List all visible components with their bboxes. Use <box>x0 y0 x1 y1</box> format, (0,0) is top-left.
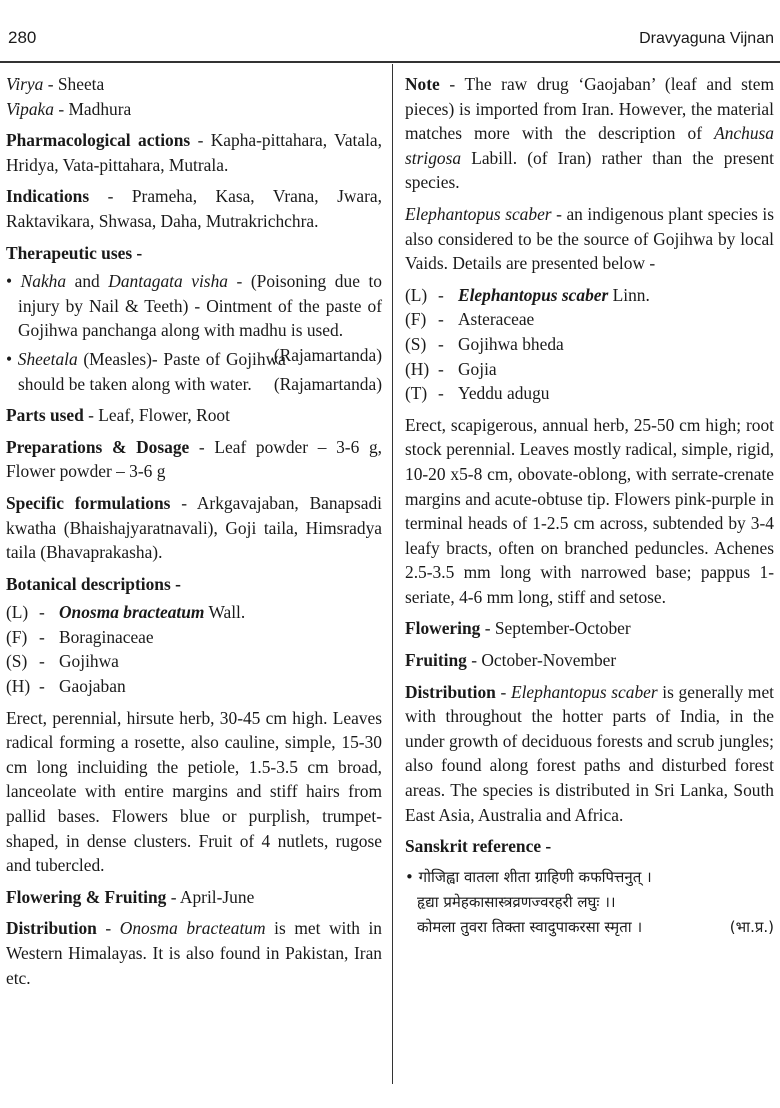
botanical-row: (S) - Gojihwa <box>6 651 119 672</box>
verse-line: • गोजिह्वा वातला शीता ग्राहिणी कफपित्तनुत् । <box>405 867 652 886</box>
source-citation: (Rajamartanda) <box>273 344 382 365</box>
verse-line: कोमला तुवरा तिक्ता स्वादुपाकरसा स्मृता । (भा.प्र.) <box>405 915 774 940</box>
therapeutic-use-item: • Nakha and Dantagata visha - (Poisoning due to injury by Nail & Teeth) - Ointment of the paste of Gojihwa panchanga along with madhu is used. (Rajamartanda) <box>6 269 382 343</box>
verse-line: हृद्या प्रमेहकासास्त्रव्रणज्वरहरी लघुः ।। <box>417 892 616 911</box>
distribution: Distribution - Elephantopus scaber is generally met with throughout the hotter parts of India, in the under growth of deciduous forests and scrub jungles; also found along forest paths and disturbed forest areas. The species is distributed in Sri Lanka, South East Asia, Australia and Africa. <box>405 681 774 825</box>
synonym-row: (T) - Yeddu adugu <box>405 383 550 404</box>
synonym-row: (L) - Elephantopus scaber Linn. <box>405 284 650 305</box>
virya-line: Virya - Sheeta <box>6 74 105 94</box>
preparations-dosage: Preparations & Dosage - Leaf powder – 3-6 g, Flower powder – 3-6 g <box>6 436 382 482</box>
synonym-row: (F) - Asteraceae <box>405 309 535 330</box>
parts-used: Parts used - Leaf, Flower, Root <box>6 405 230 426</box>
distribution: Distribution - Onosma bracteatum is met with in Western Himalayas. It is also found in Pakistan, Iran etc. <box>6 918 382 988</box>
column-divider <box>392 64 393 1084</box>
specific-formulations: Specific formulations - Arkgavajaban, Banapsadi kwatha (Bhaishajyaratnavali), Goji taila, Himsradya taila (Bhavaprakasha). <box>6 492 383 563</box>
fruiting: Fruiting - October-November <box>405 650 617 671</box>
synonym-list <box>405 283 774 406</box>
flowering-fruiting: Flowering & Fruiting - April-June <box>6 886 255 907</box>
botanical-list <box>6 600 382 698</box>
botanical-row: (L) - Onosma bracteatum Wall. <box>6 602 246 623</box>
pharmacological-actions: Pharmacological actions - Kapha-pittahara, Vatala, Hridya, Vata-pittahara, Mutrala. <box>6 130 382 175</box>
right-column <box>405 72 774 940</box>
botanical-heading: Botanical descriptions - <box>6 573 181 594</box>
elephantopus-intro: Elephantopus scaber - an indigenous plant species is also considered to be the source of Gojihwa by local Vaids. Details are presented below - <box>405 203 774 274</box>
therapeutic-use-item: • Sheetala (Measles)- Paste of Gojihwa should be taken along with water. (Rajamartanda) <box>6 347 382 396</box>
page-number: 280 <box>8 28 37 47</box>
synonym-row: (H) - Gojia <box>405 358 497 379</box>
indications: Indications - Prameha, Kasa, Vrana, Jwara, Raktavikara, Shwasa, Daha, Mutrakrichchra. <box>6 186 382 231</box>
synonym-row: (S) - Gojihwa bheda <box>405 333 564 354</box>
vipaka-line: Vipaka - Madhura <box>6 98 132 119</box>
botanical-row: (H) - Gaojaban <box>6 676 126 697</box>
botanical-row: (F) - Boraginaceae <box>6 626 154 647</box>
source-citation: (Rajamartanda) <box>273 373 382 394</box>
sanskrit-heading: Sanskrit reference - <box>405 836 552 857</box>
sanskrit-verse <box>405 865 774 940</box>
page-header <box>0 28 780 56</box>
running-head: Dravyaguna Vijnan <box>639 30 774 47</box>
plant-description: Erect, perennial, hirsute herb, 30-45 cm high. Leaves radical forming a rosette, also cauline, simple, 15-30 cm long incluiding the petiole, 1.5-3.5 cm broad, lanceolate with entire margins and stiff hairs from pallid bases. Flowers blue or purplish, trumpet-shaped, in dense clusters. Fruit of 4 nutlets, rugose and tubercled. <box>6 707 382 876</box>
left-column <box>6 72 382 997</box>
header-rule <box>0 61 780 63</box>
therapeutic-uses-heading: Therapeutic uses - <box>6 242 143 263</box>
note-paragraph: Note - The raw drug ‘Gaojaban’ (leaf and stem pieces) is imported from Iran. However, the material matches more with the description of Anchusa strigosa Labill. (of Iran) rather than the present species. <box>405 74 774 193</box>
verse-source: (भा.प्र.) <box>729 917 774 936</box>
plant-description: Erect, scapigerous, annual herb, 25-50 cm high; root stock perennial. Leaves mostly radical, simple, rigid, 10-20 x5-8 cm, obovate-oblong, with serrate-crenate margins and acute-obtuse tip. Flowers pink-purple in terminal heads of 1-2.5 cm across, subtended by 3-4 leafy bracts, often on branched peduncles. Achenes 2.5-3.5 mm long with narrowed base; pappus 1- seriate, 4-6 mm long, stiff and setose. <box>405 414 774 607</box>
flowering: Flowering - September-October <box>405 618 631 639</box>
